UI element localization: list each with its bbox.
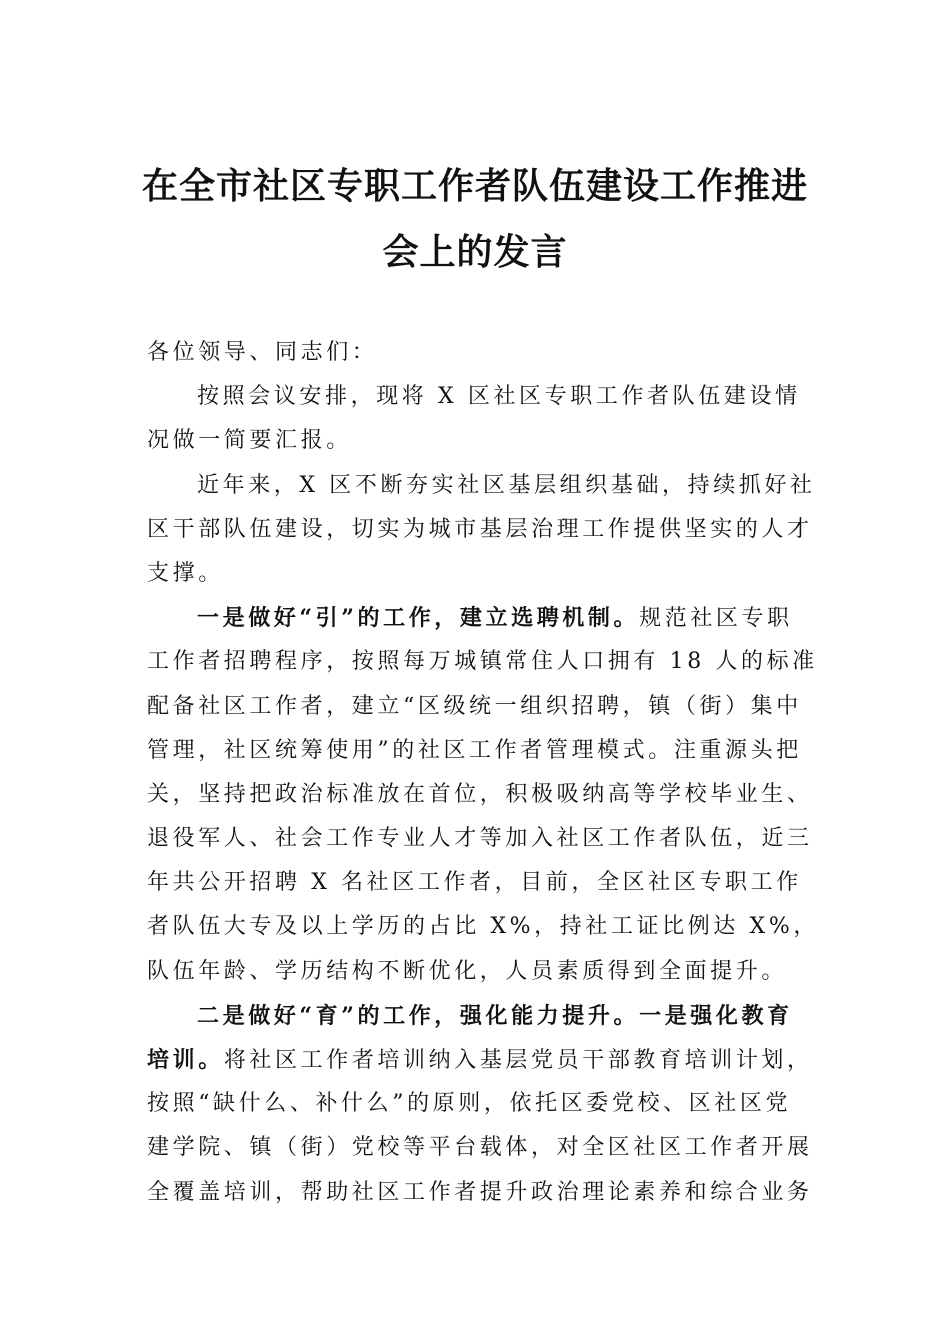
paragraph-4-heading-cont: 培训。 [147, 1047, 224, 1073]
paragraph-2-line-1: 近年来，X 区不断夯实社区基层组织基础，持续抓好社 [197, 472, 816, 498]
paragraph-4-heading: 二是做好“育”的工作，强化能力提升。一是强化教育 [197, 1002, 793, 1029]
paragraph-3-line-1 [147, 596, 807, 640]
paragraph-4-line-5: 全覆盖培训，帮助社区工作者提升政治理论素养和综合业务 [147, 1179, 813, 1205]
document-body [147, 331, 819, 1215]
paragraph-3-line-5: 关，坚持把政治标准放在首位，积极吸纳高等学校毕业生、 [147, 781, 813, 807]
paragraph-3-line-8: 者队伍大专及以上学历的占比 X%，持社工证比例达 X%， [147, 914, 819, 940]
paragraph-4-line-4: 建学院、镇（街）党校等平台载体，对全区社区工作者开展 [147, 1135, 813, 1161]
paragraph-3-line-7: 年共公开招聘 X 名社区工作者，目前，全区社区专职工作 [147, 870, 802, 896]
document-title-line-1: 在全市社区专职工作者队伍建设工作推进 [141, 165, 808, 207]
paragraph-4-line-3: 按照“缺什么、补什么”的原则，依托区委党校、区社区党 [147, 1091, 792, 1117]
paragraph-3-line-4: 管理，社区统筹使用”的社区工作者管理模式。注重源头把 [147, 737, 802, 763]
paragraph-3-line-1-text: 规范社区专职 [639, 606, 793, 632]
paragraph-4-line-2 [147, 1038, 813, 1082]
document-title-line-2: 会上的发言 [382, 231, 568, 273]
paragraph-2-line-3: 支撑。 [147, 560, 224, 586]
salutation: 各位领导、同志们： [147, 340, 378, 365]
paragraph-1-line-2: 况做一简要汇报。 [147, 428, 352, 454]
paragraph-2-line-2: 区干部队伍建设，切实为城市基层治理工作提供坚实的人才 [147, 516, 813, 542]
paragraph-3-line-9: 队伍年龄、学历结构不断优化，人员素质得到全面提升。 [147, 958, 788, 984]
paragraph-3-line-2: 工作者招聘程序，按照每万城镇常住人口拥有 18 人的标准 [147, 649, 818, 675]
paragraph-3-line-6: 退役军人、社会工作专业人才等加入社区工作者队伍，近三 [147, 826, 813, 852]
paragraph-4-line-2-text: 将社区工作者培训纳入基层党员干部教育培训计划， [223, 1048, 813, 1073]
paragraph-1-line-1: 按照会议安排，现将 X 区社区专职工作者队伍建设情 [197, 384, 801, 410]
paragraph-3-heading: 一是做好“引”的工作，建立选聘机制。 [197, 605, 640, 632]
paragraph-3-line-3: 配备社区工作者，建立“区级统一组织招聘，镇（街）集中 [147, 693, 802, 719]
